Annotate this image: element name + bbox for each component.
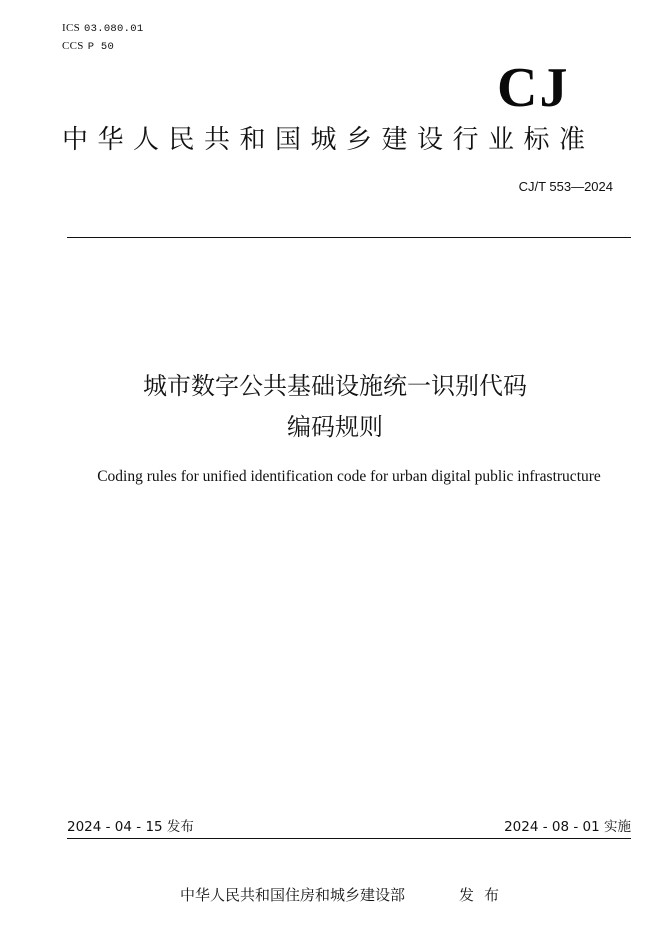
header-divider: [67, 237, 631, 238]
ics-code: [62, 22, 143, 35]
publisher-name: 中华人民共和国住房和城乡建设部: [180, 886, 406, 904]
cj-logo-mark: CJ: [497, 57, 570, 119]
ics-label: ICS: [62, 22, 81, 34]
footer-divider: [67, 838, 631, 839]
ics-value: 03.080.01: [84, 23, 144, 35]
standard-number: CJ/T 553—2024: [518, 179, 613, 194]
document-title-zh-line2: 编码规则: [287, 413, 383, 441]
ccs-value: P 50: [87, 41, 115, 53]
ccs-code: [62, 40, 114, 53]
implementation-date: 2024 - 08 - 01 实施: [504, 819, 631, 835]
ccs-label: CCS: [62, 40, 84, 52]
issue-date: 2024 - 04 - 15 发布: [67, 819, 194, 835]
document-title-zh-line1: 城市数字公共基础设施统一识别代码: [143, 372, 527, 400]
publish-label: 发布: [459, 886, 510, 904]
issuing-org-title: 中华人民共和国城乡建设行业标准: [62, 125, 595, 155]
document-title-en: Coding rules for unified identification code for urban digital public infrastructure: [97, 468, 601, 485]
